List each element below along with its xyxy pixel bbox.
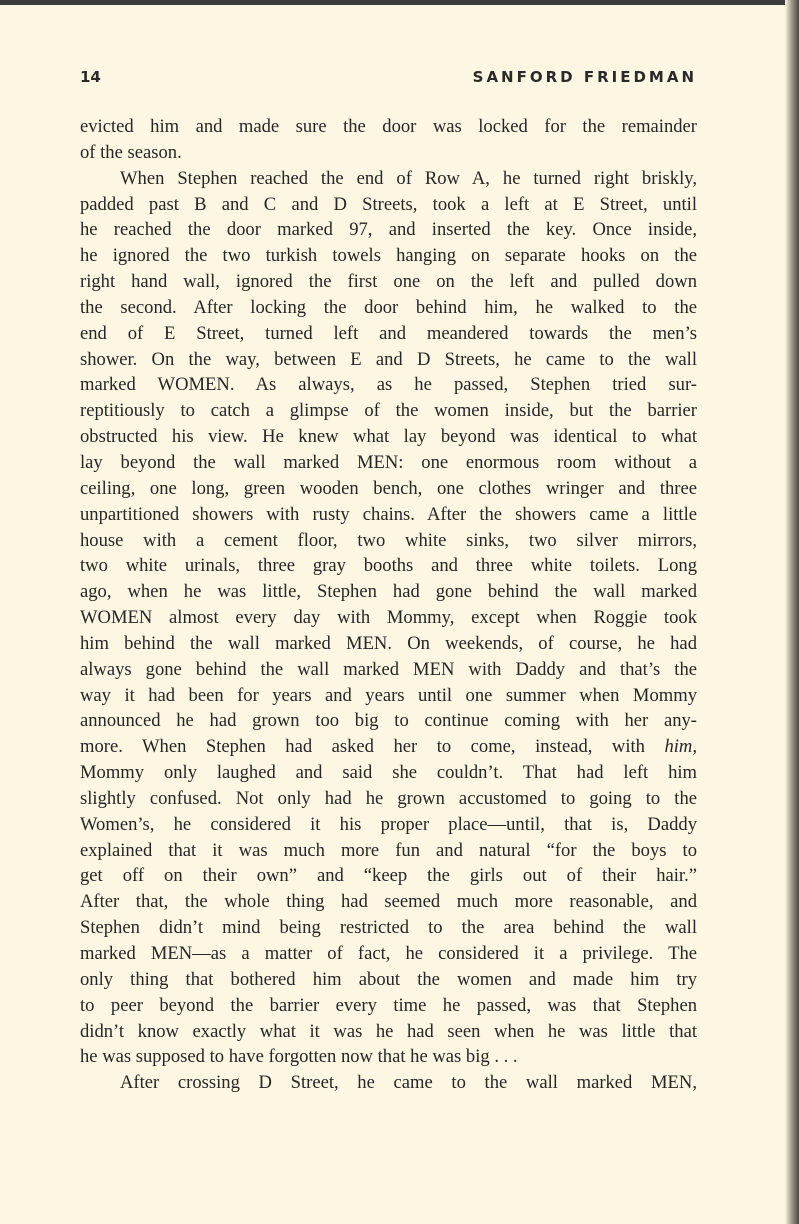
text-line-content: slightly confused. Not only had he grown accustomed to going to the [80, 787, 697, 809]
text-line [80, 140, 697, 166]
text-line [80, 683, 697, 709]
text-line-content: get off on their own” and “keep the girls out of their hair.” [80, 865, 697, 887]
text-line [80, 502, 697, 528]
text-line [80, 941, 697, 967]
text-line [80, 166, 697, 192]
text-line [80, 553, 697, 579]
text-line [80, 1070, 697, 1096]
text-line-content: of the season. [80, 141, 182, 163]
text-line-content: he was supposed to have forgotten now that he was big . . . [80, 1046, 518, 1068]
text-line [80, 424, 697, 450]
text-line-content: house with a cement floor, two white sinks, two silver mirrors, [80, 529, 697, 551]
text-line [80, 734, 697, 760]
text-line [80, 993, 697, 1019]
text-line-content: explained that it was much more fun and natural “for the boys to [80, 839, 697, 861]
text-line-content: unpartitioned showers with rusty chains. After the showers came a little [80, 503, 697, 525]
page-header [80, 68, 697, 92]
text-line-content: obstructed his view. He knew what lay beyond was identical to what [80, 426, 697, 448]
text-line [80, 269, 697, 295]
text-line [80, 450, 697, 476]
text-line [80, 217, 697, 243]
text-line [80, 528, 697, 554]
text-line [80, 631, 697, 657]
text-line-content: didn’t know exactly what it was he had seen when he was little that [80, 1020, 697, 1042]
text-line-content: shower. On the way, between E and D Streets, he came to the wall [80, 348, 697, 370]
scan-top-edge [0, 0, 799, 5]
text-line-content: to peer beyond the barrier every time he passed, was that Stephen [80, 994, 697, 1016]
text-line [80, 476, 697, 502]
text-line-content: When Stephen reached the end of Row A, he turned right briskly, [120, 167, 697, 189]
text-line-content: two white urinals, three gray booths and three white toilets. Long [80, 555, 697, 577]
text-line-content: WOMEN almost every day with Mommy, except when Roggie took [80, 607, 697, 629]
text-line-content: he ignored the two turkish towels hanging on separate hooks on the [80, 245, 697, 267]
page-number: 14 [80, 68, 101, 86]
text-line [80, 579, 697, 605]
text-line-content: padded past B and C and D Streets, took a left at E Street, until [80, 193, 697, 215]
text-line-content: Women’s, he considered it his proper place—until, that is, Daddy [80, 813, 697, 835]
text-line-content: only thing that bothered him about the women and made him try [80, 968, 697, 990]
text-line-content: always gone behind the wall marked MEN with Daddy and that’s the [80, 658, 697, 680]
text-line-content: way it had been for years and years until one summer when Mommy [80, 684, 697, 706]
text-line [80, 321, 697, 347]
body-text [80, 114, 697, 1096]
text-line [80, 295, 697, 321]
text-line [80, 812, 697, 838]
text-line [80, 760, 697, 786]
text-line [80, 889, 697, 915]
text-line [80, 1019, 697, 1045]
text-line [80, 863, 697, 889]
text-line [80, 372, 697, 398]
text-line-content: he reached the door marked 97, and inserted the key. Once inside, [80, 219, 697, 241]
text-line-content: marked MEN—as a matter of fact, he considered it a privilege. The [80, 943, 697, 964]
running-head: SANFORD FRIEDMAN [472, 68, 697, 86]
text-line-content: After that, the whole thing had seemed much more reasonable, and [80, 891, 697, 913]
text-line [80, 243, 697, 269]
italic-emphasis: him, [664, 736, 697, 758]
text-line-content: After crossing D Street, he came to the wall marked MEN, [120, 1072, 697, 1094]
text-line-content: reptitiously to catch a glimpse of the women inside, but the barrier [80, 400, 697, 422]
text-line [80, 347, 697, 373]
text-line [80, 114, 697, 140]
text-line [80, 657, 697, 683]
text-line [80, 838, 697, 864]
text-line [80, 605, 697, 631]
text-line-content: marked WOMEN. As always, as he passed, Stephen tried sur- [80, 374, 697, 396]
text-line-content: him behind the wall marked MEN. On weekends, of course, he had [80, 632, 697, 654]
text-line-content: ceiling, one long, green wooden bench, one clothes wringer and three [80, 477, 697, 499]
text-line [80, 708, 697, 734]
page-gutter-shadow [785, 0, 799, 1224]
text-line-content: lay beyond the wall marked MEN: one enormous room without a [80, 451, 697, 473]
text-line-content: ago, when he was little, Stephen had gone behind the wall marked [80, 581, 697, 603]
text-line-content: the second. After locking the door behind him, he walked to the [80, 296, 697, 318]
text-line [80, 786, 697, 812]
text-line [80, 915, 697, 941]
text-line [80, 192, 697, 218]
text-line-content: more. When Stephen had asked her to come, instead, with [80, 736, 665, 758]
text-line-content: Stephen didn’t mind being restricted to the area behind the wall [80, 917, 697, 939]
text-line-content: announced he had grown too big to continue coming with her any- [80, 710, 697, 732]
text-line-content: Mommy only laughed and said she couldn’t. That had left him [80, 762, 697, 784]
text-line [80, 398, 697, 424]
text-line [80, 967, 697, 993]
text-line-content: right hand wall, ignored the first one on the left and pulled down [80, 271, 697, 293]
text-line [80, 1044, 697, 1070]
text-line-content: end of E Street, turned left and meandered towards the men’s [80, 322, 697, 344]
text-line-content: evicted him and made sure the door was locked for the remainder [80, 116, 697, 137]
